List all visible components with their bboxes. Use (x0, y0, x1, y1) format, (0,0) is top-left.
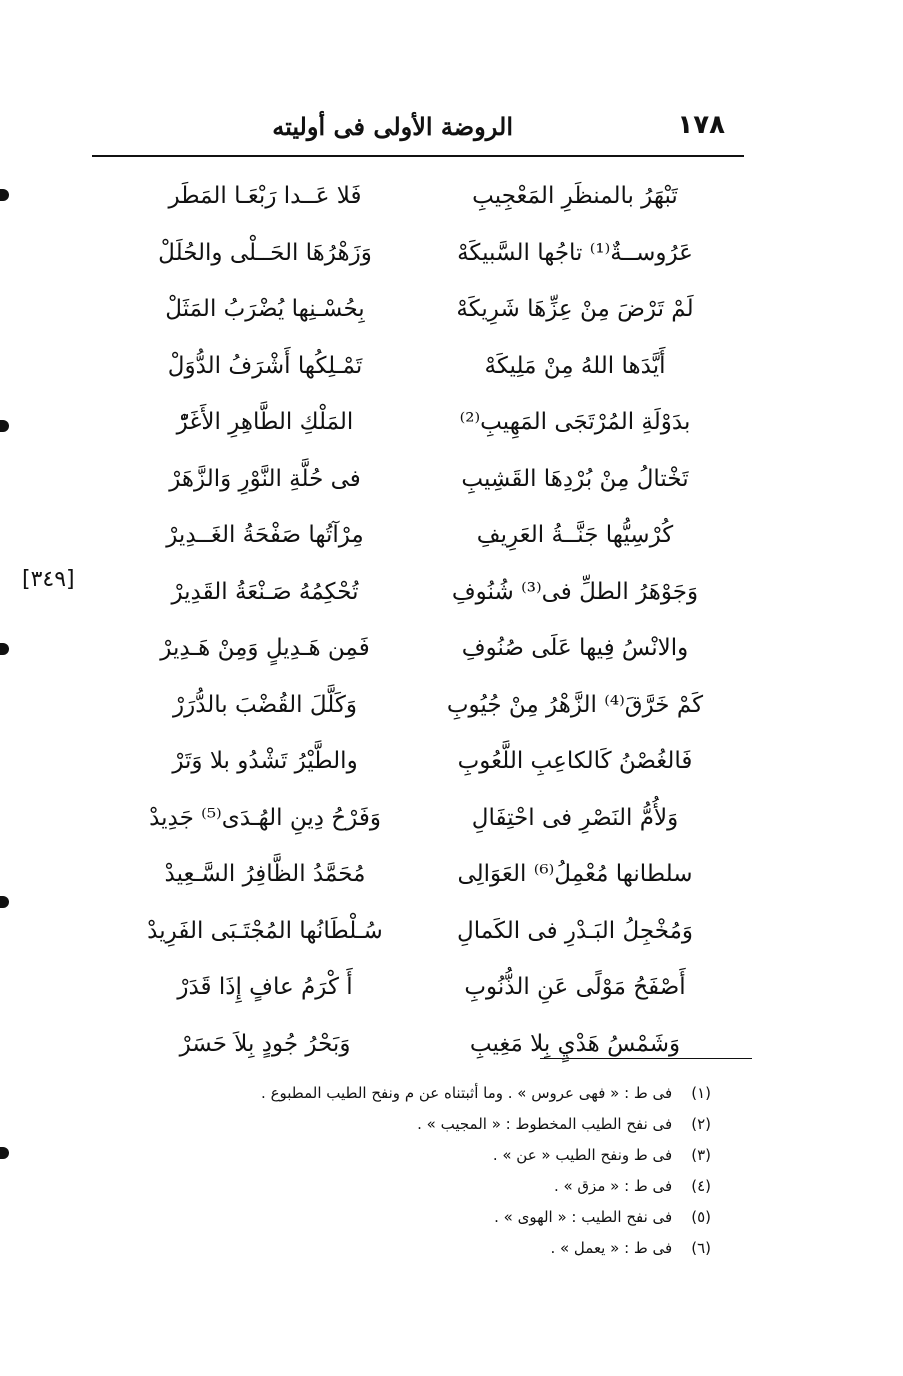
binding-mark (0, 643, 9, 655)
footnote-number: (١) (691, 1084, 711, 1102)
first-hemistich: فَالغُصْنُ كَالكاعِبِ اللَّعُوبِ (457, 748, 693, 774)
header-rule (92, 155, 744, 157)
second-hemistich: وَبَحْرُ جُودٍ بِلاَ حَسَرْ (179, 1030, 351, 1057)
first-hemistich: وَشَمْسُ هَدْيٍ بِلا مَغِيبِ (469, 1030, 681, 1057)
second-hemistich: تُحْكِمُهُ صَـنْعَةُ القَدِيرْ (171, 578, 359, 605)
verse-line (120, 740, 720, 797)
binding-mark (0, 420, 9, 432)
verse-line (120, 458, 720, 515)
footnote-text: فى ط ونفح الطيب « عن » . (492, 1146, 673, 1164)
first-hemistich: وَمُخْجِلُ البَـدْرِ فى الكَمالِ (456, 917, 693, 944)
footnote-text: فى ط : « يعمل » . (550, 1239, 673, 1257)
first-hemistich: بدَوْلَةِ المُرْتَجَى المَهِيبِ⁽²⁾ (459, 409, 691, 435)
binding-mark (0, 189, 9, 201)
first-hemistich: تَبْهَرُ بالمنظَرِ المَعْجِيبِ (472, 183, 678, 209)
second-hemistich: مُحَمَّدُ الظَّافِرُ السَّـعِيدْ (164, 861, 366, 887)
second-hemistich: وَفَرْحُ دِينِ الهُـدَى⁽⁵⁾ جَدِيدْ (149, 804, 381, 831)
footnote-number: (٣) (691, 1146, 711, 1164)
first-hemistich: كَمْ خَرَّقَ⁽⁴⁾ الزَّهْرُ مِنْ جُيُوبِ (446, 691, 704, 718)
verse-line (120, 1023, 720, 1080)
second-hemistich: المَلْكِ الطَّاهِرِ الأَغَرّْ (176, 409, 354, 435)
poem (120, 175, 720, 1079)
first-hemistich: كُرْسِيُّها جَنَّــةُ العَرِيفِ (476, 522, 674, 548)
second-hemistich: فى حُلَّةِ النَّوْرِ وَالزَّهَرْ (169, 465, 361, 492)
verse-line (120, 627, 720, 684)
footnote-text: فى ط : « فهى عروس » . وما أثبتناه عن م ونفح الطيب المطبوع . (261, 1084, 673, 1102)
footnote-number: (٤) (691, 1177, 711, 1195)
footnote (171, 1233, 711, 1264)
footnote-text: فى ط : « مزق » . (553, 1177, 673, 1195)
page-number: ١٧٨ (677, 110, 725, 140)
verse-line (120, 514, 720, 571)
verse-line (120, 288, 720, 345)
footnote (171, 1140, 711, 1171)
footnote-number: (٢) (691, 1115, 711, 1133)
second-hemistich: تَمْـلِكُها أَشْرَفُ الدُّوَلْ (167, 352, 363, 379)
binding-mark (0, 1147, 9, 1159)
first-hemistich: لَمْ تَرْضَ مِنْ عِزِّهَا شَرِيكَهْ (456, 296, 694, 322)
second-hemistich: والطَّيْرُ تَشْدُو بلا وَتَرْ (172, 748, 358, 774)
first-hemistich: أَصْفَحُ مَوْلًى عَنِ الذُّنُوبِ (464, 974, 686, 1000)
first-hemistich: أَيَّدَها اللهُ مِنْ مَلِيكَهْ (484, 352, 666, 379)
first-hemistich: عَرُوســةٌ⁽¹⁾ تاجُها السَّبيكَهْ (457, 239, 693, 266)
verse-line (120, 966, 720, 1023)
footnote-rule (540, 1058, 752, 1059)
footnote (171, 1202, 711, 1233)
verse-line (120, 345, 720, 402)
footnote-text: فى نفح الطيب المخطوط : « المجيب » . (417, 1115, 673, 1133)
verse-line (120, 684, 720, 741)
second-hemistich: فَمِن هَـدِيلٍ وَمِنْ هَـدِيرْ (160, 635, 370, 661)
binding-mark (0, 896, 9, 908)
second-hemistich: وَزَهْرُهَا الحَــلْى والحُلَلْ (158, 239, 372, 266)
second-hemistich: بِحُسْـنِها يُضْرَبُ المَثَلْ (165, 296, 365, 322)
first-hemistich: تَخْتالُ مِنْ بُرْدِهَا القَشِيبِ (461, 465, 689, 492)
second-hemistich: سُـلْطَانُها المُجْتَـبَى الفَرِيدْ (147, 917, 383, 944)
verse-line (120, 175, 720, 232)
running-title: الروضة الأولى فى أوليته (272, 112, 513, 141)
verse-line (120, 853, 720, 910)
first-hemistich: وَلأُمُّ النَصْرِ فى احْتِفَالِ (471, 804, 679, 831)
footnote (171, 1078, 711, 1109)
footnote-text: فى نفح الطيب : « الهوى » . (494, 1208, 673, 1226)
first-hemistich: والانْسُ فِيها عَلَى صُنُوفِ (461, 635, 689, 661)
first-hemistich: وَجَوْهَرُ الطلِّ فى⁽³⁾ شُنُوفِ (451, 578, 699, 605)
footnote-number: (٦) (691, 1239, 711, 1257)
second-hemistich: أَ كْرَمُ عافٍ إِذَا قَدَرْ (177, 974, 353, 1000)
footnotes (171, 1078, 711, 1264)
verse-line (120, 910, 720, 967)
verse-line (120, 571, 720, 628)
second-hemistich: فَلا عَــدا رَبْعَـا المَطَر (168, 183, 362, 209)
footnote (171, 1109, 711, 1140)
verse-line (120, 797, 720, 854)
second-hemistich: مِرْآتُها صَفْحَةُ الغَــدِيرْ (166, 522, 364, 548)
verse-line (120, 232, 720, 289)
second-hemistich: وَكَلَّلَ القُضْبَ بالدُّرَرْ (173, 691, 357, 718)
footnote-number: (٥) (691, 1208, 711, 1226)
margin-reference: [٣٤٩] (22, 567, 75, 592)
footnote (171, 1171, 711, 1202)
verse-line (120, 401, 720, 458)
first-hemistich: سلطانها مُعْمِلُ⁽⁶⁾ العَوَالِى (457, 861, 693, 887)
